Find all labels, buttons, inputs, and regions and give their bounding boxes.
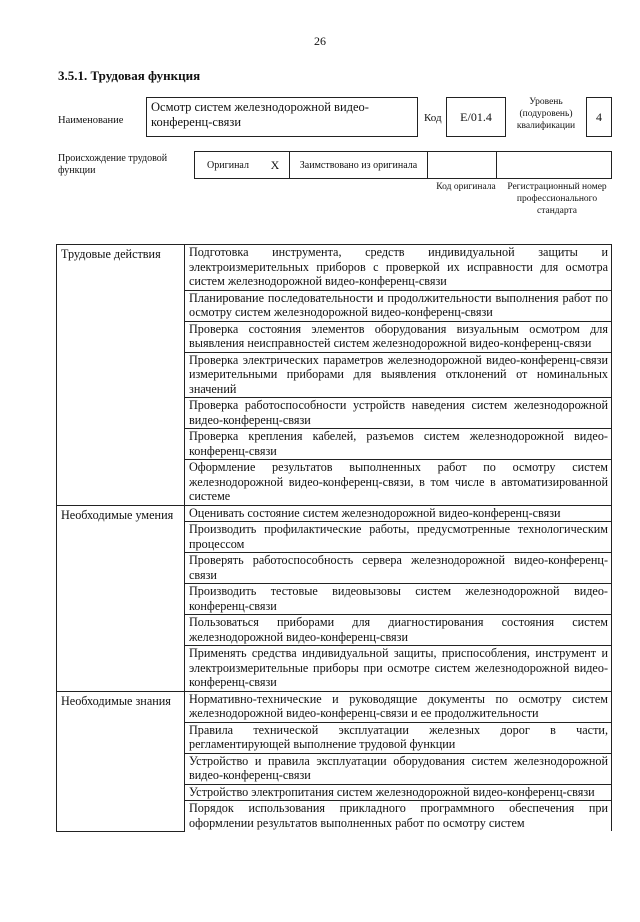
code-label: Код [424, 112, 442, 124]
item-cell: Планирование последовательности и продолжительности выполнения работ по осмотру систем железнодорожной видео-конференц-связи [185, 290, 612, 321]
function-details-table [56, 244, 612, 832]
item-cell: Нормативно-технические и руководящие документы по осмотру систем железнодорожной видео-конференц-связи и ее продолжительности [185, 691, 612, 722]
page-number: 26 [314, 34, 326, 48]
item-cell: Устройство и правила эксплуатации оборудования систем железнодорожной видео-конференц-связи [185, 753, 612, 784]
item-cell: Проверка электрических параметров железнодорожной видео-конференц-связи измерительными приборами для выявления отклонений от номинальных значений [185, 352, 612, 398]
code-original-label: Код оригинала [436, 182, 496, 192]
category-cell: Трудовые действия [57, 245, 185, 506]
item-cell: Производить профилактические работы, предусмотренные технологическим процессом [185, 522, 612, 553]
category-cell: Необходимые знания [57, 691, 185, 831]
item-cell: Проверка работоспособности устройств наведения систем железнодорожной видео-конференц-связи [185, 398, 612, 429]
origin-label: Происхождение трудовой функции [58, 153, 168, 176]
item-cell: Проверка состояния элементов оборудования визуальным осмотром для выявления неисправностей систем железнодорожной видео-конференц-связи [185, 321, 612, 352]
origin-table [194, 151, 612, 179]
level-field: 4 [586, 97, 612, 137]
section-title: 3.5.1. Трудовая функция [58, 68, 201, 83]
code-original-cell [428, 152, 497, 179]
original-label: Оригинал [195, 152, 262, 179]
item-cell: Подготовка инструмента, средств индивидуальной защиты и электроизмерительных приборов с проверкой их исправности для осмотра систем железнодорожной видео-конференц-связи [185, 245, 612, 291]
item-cell: Проверять работоспособность сервера железнодорожной видео-конференц-связи [185, 553, 612, 584]
item-cell: Применять средства индивидуальной защиты, приспособления, инструмент и электроизмерительные приборы при осмотре систем железнодорожной видео-конференц-связи [185, 646, 612, 692]
item-cell: Порядок использования прикладного программного обеспечения при оформлении результатов выполненных работ по осмотру систем [185, 801, 612, 832]
item-cell: Устройство электропитания систем железнодорожной видео-конференц-связи [185, 784, 612, 801]
original-mark: X [261, 152, 290, 179]
function-name-field: Осмотр систем железнодорожной видео-конференц-связи [146, 97, 418, 137]
item-cell: Производить тестовые видеовызовы систем железнодорожной видео-конференц-связи [185, 584, 612, 615]
borrowed-label: Заимствовано из оригинала [290, 152, 428, 179]
reg-number-cell [497, 152, 612, 179]
item-cell: Пользоваться приборами для диагностирования состояния систем железнодорожной видео-конференц-связи [185, 615, 612, 646]
table-row [57, 505, 612, 522]
table-row [57, 245, 612, 291]
item-cell: Оформление результатов выполненных работ по осмотру систем железнодорожной видео-конференц-связи, в том числе в автоматизированной системе [185, 460, 612, 506]
code-field: E/01.4 [446, 97, 506, 137]
item-cell: Проверка крепления кабелей, разъемов систем железнодорожной видео-конференц-связи [185, 429, 612, 460]
category-cell: Необходимые умения [57, 505, 185, 691]
name-label: Наименование [58, 115, 124, 126]
item-cell: Оценивать состояние систем железнодорожной видео-конференц-связи [185, 505, 612, 522]
item-cell: Правила технической эксплуатации железных дорог в части, регламентирующей выполнение трудовой функции [185, 722, 612, 753]
reg-number-label: Регистрационный номер профессионального стандарта [507, 182, 607, 216]
table-row [57, 691, 612, 722]
level-label: Уровень (подуровень) квалификации [516, 97, 576, 131]
